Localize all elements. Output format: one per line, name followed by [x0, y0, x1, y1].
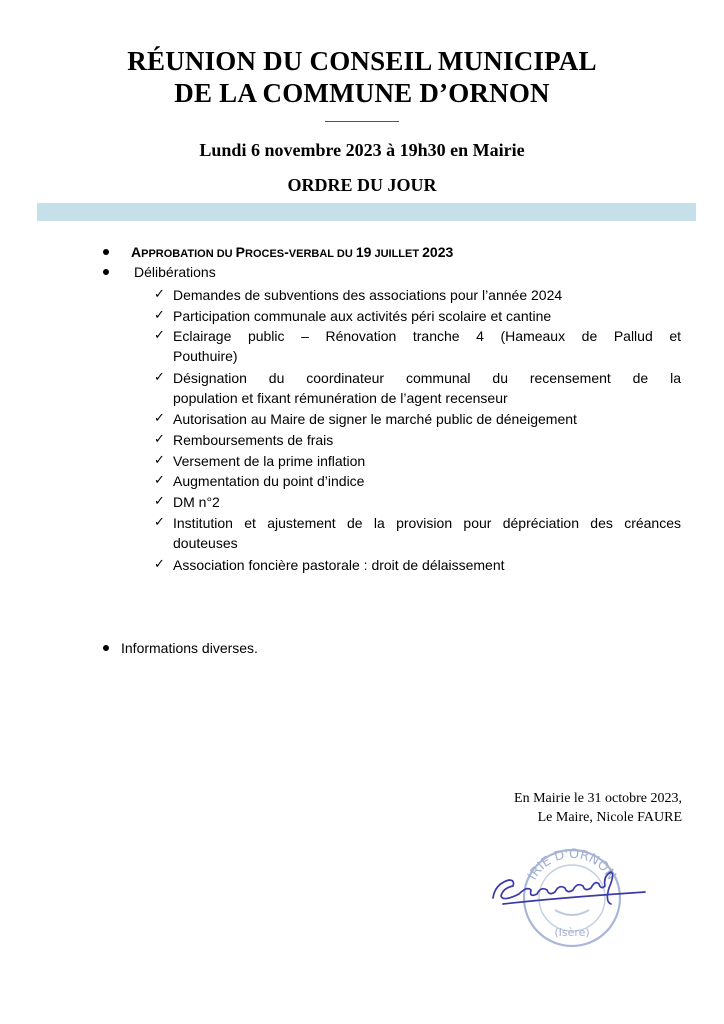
checkmark-icon: ✓: [154, 287, 165, 302]
checkmark-icon: ✓: [154, 411, 165, 426]
approval-text-a: A: [131, 244, 142, 260]
checkmark-icon: ✓: [154, 473, 165, 488]
deliberation-item: [154, 409, 684, 429]
deliberation-item: [154, 306, 684, 326]
approval-text-h: JUILLET: [371, 248, 423, 260]
agenda-item-approval: [131, 243, 453, 263]
deliberation-text: Versement de la prime inflation: [173, 453, 366, 469]
checkmark-icon: ✓: [154, 370, 165, 385]
approval-text-e: -: [284, 244, 289, 260]
checkmark-icon: ✓: [154, 557, 165, 572]
deliberation-text: Augmentation du point d’indice: [173, 473, 365, 489]
agenda-item-information: Informations diverses.: [121, 640, 258, 656]
deliberation-text: Demandes de subventions des associations pour l’année 2024: [173, 287, 563, 303]
deliberation-text: Eclairage public – Rénovation tranche 4 (Hameaux de Pallud et: [173, 328, 681, 344]
title-line-1: RÉUNION DU CONSEIL MUNICIPAL: [127, 46, 597, 76]
deliberation-text-continued: population et fixant rémunération de l’agent recenseur: [173, 390, 508, 406]
deliberation-text: Institution et ajustement de la provision pour dépréciation des créances: [173, 515, 681, 531]
signature-signer: Le Maire, Nicole FAURE: [537, 810, 682, 825]
deliberation-item: [154, 555, 684, 575]
checkmark-icon: ✓: [154, 308, 165, 323]
stamp-top-text: IRIE D'ORNON: [525, 846, 619, 883]
checkmark-icon: ✓: [154, 515, 165, 530]
title-divider: [325, 121, 399, 122]
mairie-stamp-icon: [485, 828, 655, 948]
deliberation-text: DM n°2: [173, 494, 220, 510]
accent-bar: [37, 203, 696, 221]
bullet-icon: [103, 249, 109, 255]
stamp-bottom-text: (Isère): [554, 926, 590, 939]
deliberation-item: [154, 492, 684, 512]
checkmark-icon: ✓: [154, 494, 165, 509]
deliberation-item: [154, 285, 684, 305]
bullet-icon: [103, 269, 109, 275]
meeting-date: Lundi 6 novembre 2023 à 19h30 en Mairie: [199, 140, 525, 160]
deliberation-item: [154, 471, 684, 491]
deliberation-item: [154, 430, 684, 450]
agenda-heading: ORDRE DU JOUR: [287, 175, 437, 195]
deliberation-item: [154, 368, 684, 408]
bullet-icon: [103, 645, 109, 651]
signature-place-date: En Mairie le 31 octobre 2023,: [514, 791, 682, 806]
signature-scribble: [493, 872, 645, 904]
approval-text-i: 2023: [422, 244, 454, 260]
approval-text-b: PPROBATION DU: [141, 248, 236, 260]
checkmark-icon: ✓: [154, 328, 165, 343]
deliberation-text-continued: douteuses: [173, 535, 238, 551]
deliberation-item: [154, 326, 684, 366]
deliberation-text-continued: Pouthuire): [173, 348, 238, 364]
approval-text-c: P: [235, 244, 245, 260]
agenda-item-deliberations: Délibérations: [134, 264, 216, 280]
deliberation-item: [154, 451, 684, 471]
deliberation-text: Remboursements de frais: [173, 432, 334, 448]
checkmark-icon: ✓: [154, 453, 165, 468]
deliberation-text: Association foncière pastorale : droit de délaissement: [173, 557, 505, 573]
deliberation-item: [154, 513, 684, 553]
approval-text-d: ROCES: [245, 248, 285, 260]
deliberation-text: Désignation du coordinateur communal du recensement de la: [173, 370, 681, 386]
deliberation-text: Autorisation au Maire de signer le marché public de déneigement: [173, 411, 577, 427]
approval-text-g: 19: [355, 244, 372, 260]
approval-text-f: VERBAL DU: [288, 248, 356, 260]
deliberation-text: Participation communale aux activités péri scolaire et cantine: [173, 308, 552, 324]
title-line-2: DE LA COMMUNE D’ORNON: [174, 78, 550, 108]
checkmark-icon: ✓: [154, 432, 165, 447]
